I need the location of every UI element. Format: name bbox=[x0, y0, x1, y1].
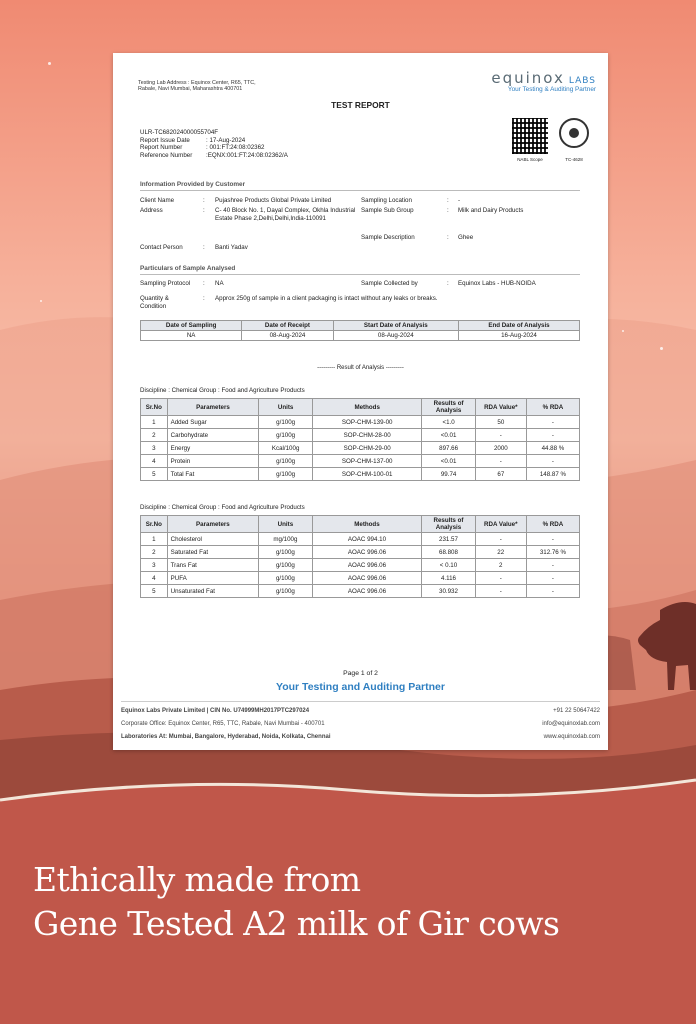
results-cell: 1 bbox=[141, 533, 168, 546]
results-cell: 2 bbox=[141, 429, 168, 442]
footer-laboratories: Laboratories At: Mumbai, Bangalore, Hyderabad, Noida, Kolkata, Chennai bbox=[121, 734, 331, 740]
footer-company: Equinox Labs Private Limited | CIN No. U74999MH2017PTC297024 bbox=[121, 708, 310, 714]
issue-date-value: : 17-Aug-2024 bbox=[206, 136, 246, 144]
results-cell: 2 bbox=[475, 559, 526, 572]
results-cell: - bbox=[475, 572, 526, 585]
page-number: Page 1 of 2 bbox=[343, 670, 378, 677]
results-cell: - bbox=[526, 455, 579, 468]
results-cell: Trans Fat bbox=[167, 559, 259, 572]
dates-header: End Date of Analysis bbox=[458, 321, 579, 331]
footer-website: www.equinoxlab.com bbox=[543, 734, 600, 740]
results-cell: <0.01 bbox=[422, 455, 475, 468]
contact-person-value: Banti Yadav bbox=[215, 244, 248, 251]
dates-cell: 08-Aug-2024 bbox=[333, 331, 458, 341]
table-row bbox=[141, 442, 580, 455]
results-cell: AOAC 996.06 bbox=[312, 572, 422, 585]
results-cell: 5 bbox=[141, 468, 168, 481]
report-number-value: : 001:FT:24:08:02362 bbox=[206, 144, 265, 152]
results-cell: Protein bbox=[167, 455, 259, 468]
results-cell: Added Sugar bbox=[167, 416, 259, 429]
seal-label: TC-4628 bbox=[565, 157, 583, 162]
report-number-label: Report Number bbox=[140, 144, 183, 152]
headline-line-1: Ethically made from bbox=[33, 860, 361, 899]
results-cell: 312.76 % bbox=[526, 546, 579, 559]
sample-description-value: Ghee bbox=[458, 234, 474, 241]
client-name-value: Pujashree Products Global Private Limited bbox=[215, 197, 332, 204]
report-meta bbox=[140, 129, 288, 159]
table-row bbox=[141, 533, 580, 546]
sparkle-icon bbox=[660, 347, 663, 350]
results-header: Methods bbox=[312, 399, 421, 416]
dates-table bbox=[140, 320, 580, 341]
results-cell: < 0.10 bbox=[422, 559, 475, 572]
lab-address: Testing Lab Address : Equinox Center, R65, TTC, Rabale, Navi Mumbai, Maharashtra 400701 bbox=[138, 80, 256, 93]
results-cell: - bbox=[526, 429, 579, 442]
colon: : bbox=[447, 207, 449, 214]
results-header: Parameters bbox=[167, 399, 259, 416]
results-cell: <0.01 bbox=[422, 429, 475, 442]
table-row bbox=[141, 585, 580, 598]
results-cell: - bbox=[526, 585, 579, 598]
sampling-location-label: Sampling Location bbox=[361, 197, 412, 204]
results-cell: AOAC 994.10 bbox=[312, 533, 422, 546]
results-cell: g/100g bbox=[259, 455, 313, 468]
results-cell: AOAC 996.06 bbox=[312, 546, 422, 559]
results-cell: 4.116 bbox=[422, 572, 475, 585]
results-cell: <1.0 bbox=[422, 416, 475, 429]
results-header: RDA Value* bbox=[475, 399, 526, 416]
section-sample-particulars: Particulars of Sample Analysed bbox=[140, 265, 580, 275]
results-cell: g/100g bbox=[259, 416, 313, 429]
results-cell: SOP-CHM-28-00 bbox=[312, 429, 421, 442]
logo-tagline: Your Testing & Auditing Partner bbox=[507, 86, 596, 93]
sample-collected-by-label: Sample Collected by bbox=[361, 280, 418, 287]
reference-number-label: Reference Number bbox=[140, 151, 193, 159]
results-header: Parameters bbox=[167, 516, 259, 533]
results-cell: 44.88 % bbox=[526, 442, 579, 455]
table-row bbox=[141, 416, 580, 429]
results-cell: - bbox=[526, 416, 579, 429]
partner-tagline: Your Testing and Auditing Partner bbox=[276, 681, 445, 693]
results-cell: g/100g bbox=[259, 468, 313, 481]
colon: : bbox=[447, 197, 449, 204]
results-header: Results of Analysis bbox=[422, 399, 475, 416]
results-cell: AOAC 996.06 bbox=[312, 585, 422, 598]
qr-code-icon bbox=[512, 118, 548, 154]
results-cell: Saturated Fat bbox=[167, 546, 259, 559]
sample-sub-group-value: Milk and Dairy Products bbox=[458, 207, 524, 214]
results-cell: 30.932 bbox=[422, 585, 475, 598]
results-cell: 4 bbox=[141, 572, 168, 585]
sparkle-icon bbox=[40, 300, 42, 302]
results-cell: Total Fat bbox=[167, 468, 259, 481]
results-cell: 50 bbox=[475, 416, 526, 429]
results-header: Sr.No bbox=[141, 399, 168, 416]
results-cell: 3 bbox=[141, 442, 168, 455]
discipline-line: Discipline : Chemical Group : Food and Agriculture Products bbox=[140, 387, 305, 394]
test-report-document bbox=[113, 53, 608, 750]
results-header: Sr.No bbox=[141, 516, 168, 533]
result-of-analysis-heading: --------- Result of Analysis --------- bbox=[317, 365, 404, 371]
report-title: TEST REPORT bbox=[331, 100, 390, 110]
results-cell: Kcal/100g bbox=[259, 442, 313, 455]
footer-phone: +91 22 50647422 bbox=[553, 708, 600, 714]
results-cell: - bbox=[475, 585, 526, 598]
results-cell: PUFA bbox=[167, 572, 259, 585]
results-cell: SOP-CHM-100-01 bbox=[312, 468, 421, 481]
results-cell: - bbox=[475, 429, 526, 442]
results-cell: Carbohydrate bbox=[167, 429, 259, 442]
results-cell: g/100g bbox=[259, 429, 313, 442]
results-cell: 1 bbox=[141, 416, 168, 429]
accreditation-seal-icon bbox=[559, 118, 589, 148]
results-cell: Energy bbox=[167, 442, 259, 455]
results-cell: SOP-CHM-137-00 bbox=[312, 455, 421, 468]
colon: : bbox=[203, 207, 205, 214]
results-cell: 2000 bbox=[475, 442, 526, 455]
results-cell: g/100g bbox=[259, 559, 312, 572]
dates-header: Start Date of Analysis bbox=[333, 321, 458, 331]
sample-description-label: Sample Description bbox=[361, 234, 415, 241]
client-name-label: Client Name bbox=[140, 197, 175, 204]
colon: : bbox=[447, 234, 449, 241]
results-cell: - bbox=[526, 559, 579, 572]
footer-corporate: Corporate Office: Equinox Center, R65, TTC, Rabale, Navi Mumbai - 400701 bbox=[121, 721, 325, 727]
ulr-number: ULR-TC682024000055704F bbox=[140, 129, 219, 136]
address-value: C- 40 Block No. 1, Dayal Complex, Okhla Industrial Estate Phase 2,Delhi,Delhi,India-110091 bbox=[215, 207, 356, 222]
results-cell: g/100g bbox=[259, 572, 312, 585]
results-cell: AOAC 996.06 bbox=[312, 559, 422, 572]
results-cell: 68.808 bbox=[422, 546, 475, 559]
dates-cell: 08-Aug-2024 bbox=[242, 331, 333, 341]
footer-email: info@equinoxlab.com bbox=[542, 721, 600, 727]
contact-person-label: Contact Person bbox=[140, 244, 183, 251]
qr-label: NABL Scope bbox=[517, 157, 543, 162]
section-customer-info: Information Provided by Customer bbox=[140, 181, 580, 191]
table-row bbox=[141, 455, 580, 468]
results-cell: - bbox=[526, 533, 579, 546]
sample-sub-group-label: Sample Sub Group bbox=[361, 207, 414, 214]
sparkle-icon bbox=[48, 62, 51, 65]
table-row bbox=[141, 572, 580, 585]
colon: : bbox=[203, 197, 205, 204]
results-header: % RDA bbox=[526, 516, 579, 533]
sampling-location-value: - bbox=[458, 197, 461, 204]
results-cell: SOP-CHM-139-00 bbox=[312, 416, 421, 429]
results-header: RDA Value* bbox=[475, 516, 526, 533]
results-header: Units bbox=[259, 516, 312, 533]
table-row bbox=[141, 429, 580, 442]
dates-header: Date of Receipt bbox=[242, 321, 333, 331]
results-header: Results of Analysis bbox=[422, 516, 475, 533]
results-cell: 99.74 bbox=[422, 468, 475, 481]
results-cell: - bbox=[475, 455, 526, 468]
results-cell: 231.57 bbox=[422, 533, 475, 546]
sample-collected-by-value: Equinox Labs - HUB-NOIDA bbox=[458, 280, 536, 287]
quantity-condition-value: Approx 250g of sample in a client packaging is intact without any leaks or breaks. bbox=[215, 295, 438, 302]
results-cell: - bbox=[475, 533, 526, 546]
headline-line-2: Gene Tested A2 milk of Gir cows bbox=[33, 904, 560, 943]
results-cell: 2 bbox=[141, 546, 168, 559]
table-row bbox=[141, 468, 580, 481]
results-header: % RDA bbox=[526, 399, 579, 416]
reference-number-value: :EQNX:001:FT:24:08:02362/A bbox=[206, 151, 288, 159]
equinox-logo bbox=[491, 69, 596, 93]
results-table-2 bbox=[140, 515, 580, 598]
results-cell: g/100g bbox=[259, 585, 312, 598]
dates-cell: NA bbox=[141, 331, 242, 341]
discipline-line: Discipline : Chemical Group : Food and Agriculture Products bbox=[140, 504, 305, 511]
colon: : bbox=[203, 244, 205, 251]
marketing-headline bbox=[33, 858, 559, 946]
logo-brand: equinox LABS bbox=[491, 69, 596, 87]
results-cell: 67 bbox=[475, 468, 526, 481]
dates-header: Date of Sampling bbox=[141, 321, 242, 331]
results-header: Methods bbox=[312, 516, 422, 533]
table-row bbox=[141, 559, 580, 572]
dates-cell: 16-Aug-2024 bbox=[458, 331, 579, 341]
sampling-protocol-value: NA bbox=[215, 280, 224, 287]
colon: : bbox=[203, 280, 205, 287]
results-cell: SOP-CHM-29-00 bbox=[312, 442, 421, 455]
sparkle-icon bbox=[622, 330, 624, 332]
table-row bbox=[141, 546, 580, 559]
colon: : bbox=[447, 280, 449, 287]
results-cell: 148.87 % bbox=[526, 468, 579, 481]
results-cell: Cholesterol bbox=[167, 533, 259, 546]
results-header: Units bbox=[259, 399, 313, 416]
quantity-condition-label: Quantity & Condition bbox=[140, 295, 169, 310]
results-cell: 5 bbox=[141, 585, 168, 598]
results-cell: 4 bbox=[141, 455, 168, 468]
results-cell: 22 bbox=[475, 546, 526, 559]
results-cell: g/100g bbox=[259, 546, 312, 559]
report-footer bbox=[121, 701, 600, 746]
sampling-protocol-label: Sampling Protocol bbox=[140, 280, 191, 287]
results-cell: 897.66 bbox=[422, 442, 475, 455]
colon: : bbox=[203, 295, 205, 302]
results-cell: 3 bbox=[141, 559, 168, 572]
results-cell: - bbox=[526, 572, 579, 585]
results-cell: Unsaturated Fat bbox=[167, 585, 259, 598]
issue-date-label: Report Issue Date bbox=[140, 136, 190, 144]
results-table-1 bbox=[140, 398, 580, 481]
address-label: Address bbox=[140, 207, 163, 214]
results-cell: mg/100g bbox=[259, 533, 312, 546]
